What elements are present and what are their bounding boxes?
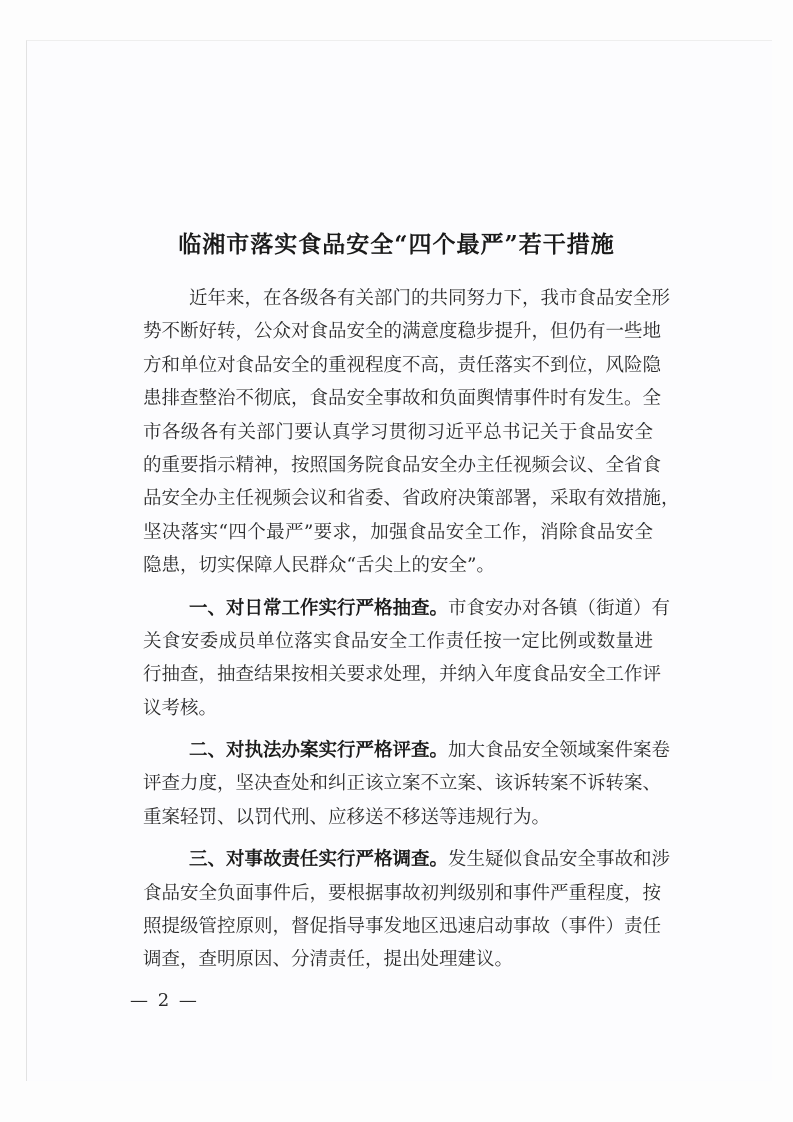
text-line: 方和单位对食品安全的重视程度不高，责任落实不到位，风险隐 bbox=[143, 354, 662, 376]
text-line: 隐患，切实保障人民群众“舌尖上的安全”。 bbox=[143, 555, 495, 577]
text-line: 市各级各有关部门要认真学习贯彻习近平总书记关于食品安全 bbox=[143, 421, 653, 443]
text-line: 照提级管控原则，督促指导事发地区迅速启动事故（事件）责任 bbox=[143, 916, 662, 938]
section-text: 加大食品安全领域案件案卷 bbox=[448, 740, 671, 762]
section-1 bbox=[143, 592, 671, 726]
text-line: 势不断好转，公众对食品安全的满意度稳步提升，但仍有一些地 bbox=[143, 321, 662, 343]
page-number: — 2 — bbox=[130, 990, 199, 1011]
text-line: 坚决落实“四个最严”要求，加强食品安全工作，消除食品安全 bbox=[143, 521, 653, 543]
section-text: 市食安办对各镇（街道）有 bbox=[448, 597, 671, 619]
section-heading: 一、对日常工作实行严格抽查。 bbox=[189, 597, 449, 619]
text-line: 关食安委成员单位落实食品安全工作责任按一定比例或数量进 bbox=[143, 630, 653, 652]
section-2 bbox=[143, 734, 671, 834]
text-line: 行抽查，抽查结果按相关要求处理，并纳入年度食品安全工作评 bbox=[143, 664, 662, 686]
text-line: 患排查整治不彻底，食品安全事故和负面舆情事件时有发生。全 bbox=[143, 388, 662, 410]
text-line: 的重要指示精神，按照国务院食品安全办主任视频会议、全省食 bbox=[143, 454, 662, 476]
section-first-line bbox=[143, 734, 671, 767]
section-heading: 三、对事故责任实行严格调查。 bbox=[189, 849, 449, 871]
section-3 bbox=[143, 843, 671, 977]
text-line: 议考核。 bbox=[143, 697, 218, 719]
section-first-line bbox=[143, 843, 671, 876]
document-body bbox=[143, 282, 680, 986]
text-line: 近年来，在各级各有关部门的共同努力下，我市食品安全形 bbox=[189, 288, 671, 309]
section-first-line bbox=[143, 592, 671, 625]
text-line: 食品安全负面事件后，要根据事故初判级别和事件严重程度，按 bbox=[143, 882, 662, 904]
section-text: 发生疑似食品安全事故和涉 bbox=[448, 849, 671, 871]
intro-paragraph bbox=[143, 282, 680, 583]
section-heading: 二、对执法办案实行严格评查。 bbox=[189, 740, 449, 762]
document-title: 临湘市落实食品安全“四个最严”若干措施 bbox=[178, 231, 615, 258]
text-line: 重案轻罚、以罚代刑、应移送不移送等违规行为。 bbox=[143, 806, 551, 828]
text-line: 品安全办主任视频会议和省委、省政府决策部署，采取有效措施， bbox=[143, 488, 680, 510]
text-line: 调查，查明原因、分清责任，提出处理建议。 bbox=[143, 949, 514, 971]
text-line: 评查力度，坚决查处和纠正该立案不立案、该诉转案不诉转案、 bbox=[143, 773, 662, 795]
